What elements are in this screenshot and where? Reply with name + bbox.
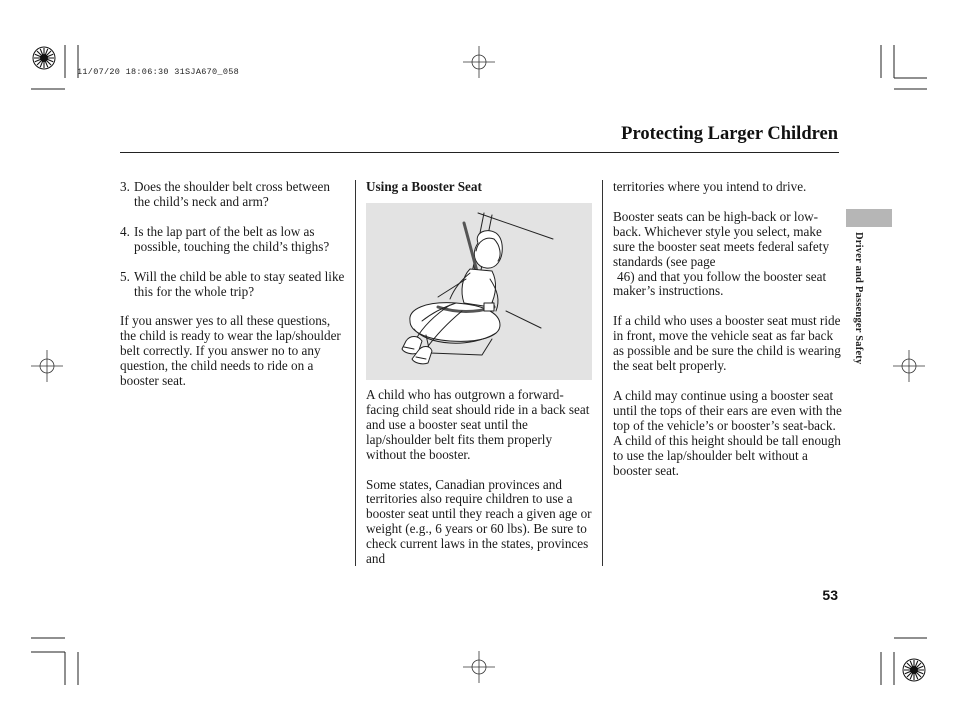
list-item-number: 5. [120,268,130,284]
list-item-text: Will the child be able to stay seated like this for the whole trip? [134,268,345,299]
list-item [120,180,348,210]
column-divider [355,180,356,566]
section-heading: Using a Booster Seat [366,179,482,194]
body-paragraph: A child may continue using a booster seat until the tops of their ears are even with the top of the vehicle’s or booster’s seat-back. A child of this height should be tall enough to use the lap/shoulder belt without a booster seat. [613,387,842,478]
column-divider [602,180,603,566]
column-1 [120,180,348,389]
child-on-booster-seat-drawing [366,203,592,380]
list-item [120,225,348,255]
body-paragraph [613,210,843,299]
page-reference-link[interactable]: 46 [617,268,631,284]
paragraph-text: Booster seats can be high-back or low-back. Whichever style you select, make sure the booster seat meets federal safety standards (see page [613,208,830,269]
page-number: 53 [822,587,838,603]
body-paragraph: If a child who uses a booster seat must ride in front, move the vehicle seat as far back as possible and be sure the child is wearing the seat belt properly. [613,313,841,374]
body-paragraph: Some states, Canadian provinces and territories also require children to use a booster seat until they reach a given age or weight (e.g., 6 years or 60 lbs). Be sure to check current laws in the states, provinces and [366,476,592,567]
title-rule [120,152,839,153]
list-item [120,270,348,300]
column-2-body [366,388,594,567]
page-title: Protecting Larger Children [621,124,838,144]
body-paragraph: A child who has outgrown a forward-facing child seat should ride in a back seat and use a booster seat until the lap/shoulder belt fits them properly without the booster. [366,387,590,462]
booster-seat-illustration [366,203,592,380]
paragraph-text: ) and that you follow the booster seat maker’s instructions. [613,268,827,299]
column-3 [613,180,843,478]
body-paragraph: If you answer yes to all these questions, the child is ready to wear the lap/shoulder belt correctly. If you answer no to any question, the child needs to ride on a booster seat. [120,313,341,389]
list-item-text: Does the shoulder belt cross between the child’s neck and arm? [134,179,330,209]
body-paragraph: territories where you intend to drive. [613,179,807,194]
section-label: Driver and Passenger Safety [853,232,864,365]
list-item-number: 4. [120,223,130,239]
column-2 [366,180,594,195]
section-tab [846,209,892,227]
print-timestamp: 11/07/20 18:06:30 31SJA670_058 [77,67,240,77]
list-item-text: Is the lap part of the belt as low as possible, touching the child’s thighs? [134,223,330,254]
list-item-number: 3. [120,179,130,194]
